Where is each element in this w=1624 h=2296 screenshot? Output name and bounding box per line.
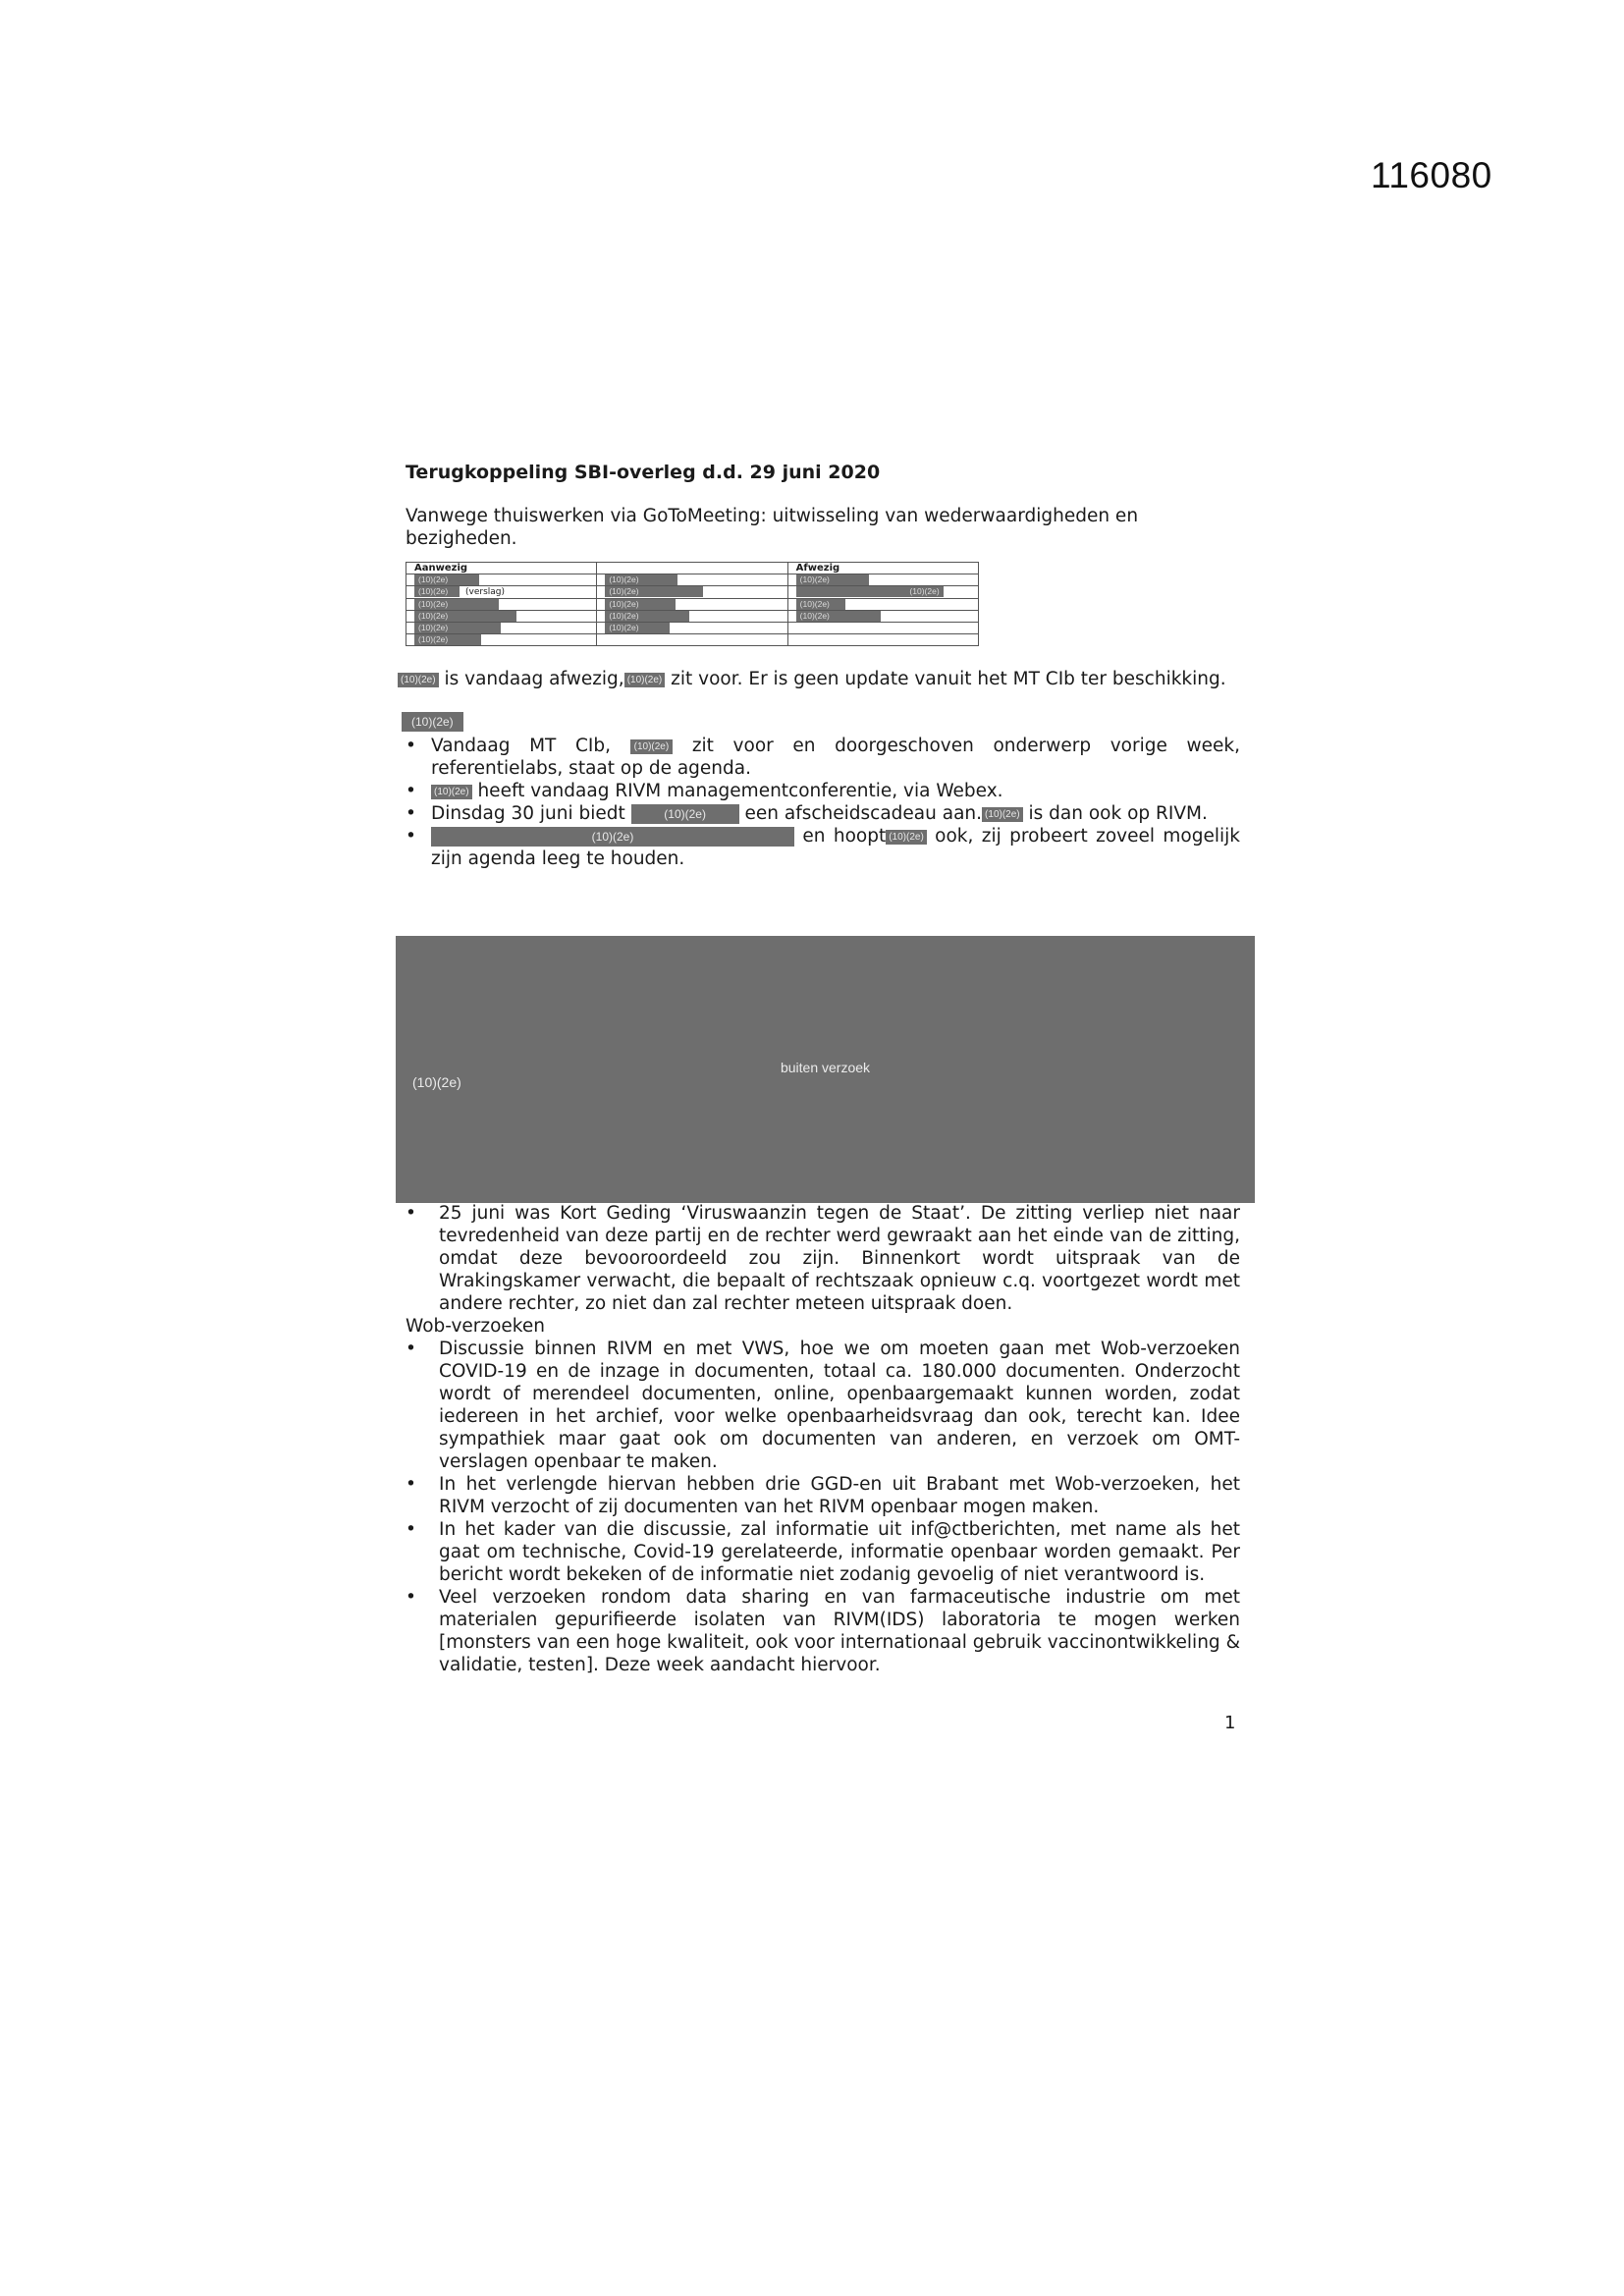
redaction-code: (10)(2e) (412, 1074, 461, 1090)
verslag-note: (verslag) (465, 587, 506, 597)
list-item: • (10)(2e) heeft vandaag RIVM managementconferentie, via Webex. (406, 780, 1240, 802)
court-list (406, 1202, 1240, 1315)
redaction: (10)(2e) (796, 611, 881, 622)
section-label (402, 710, 1240, 733)
redaction: (10)(2e) (605, 623, 670, 633)
page-number: 1 (1224, 1713, 1236, 1733)
absent-header: Afwezig (795, 563, 840, 574)
update-list (406, 735, 1240, 870)
present-header-cell (406, 563, 597, 574)
wob-heading: Wob-verzoeken (406, 1316, 545, 1337)
document-title: Terugkoppeling SBI-overleg d.d. 29 juni 2020 (406, 462, 881, 483)
absent-header-cell (787, 563, 978, 574)
list-item: • Veel verzoeken rondom data sharing en van farmaceutische industrie om met materialen gepurifieerde isolaten van RIVM(IDS) laboratoria te mogen werken [monsters van een hoge kwaliteit, ook voor internationaal gebruik vaccinontwikkeling & validatie, testen]. Deze week aandacht hiervoor. (406, 1586, 1240, 1676)
redaction: (10)(2e) (398, 673, 439, 687)
redaction: (10)(2e) (605, 586, 703, 597)
attendance-table (406, 562, 979, 646)
redaction: (10)(2e) (414, 574, 479, 585)
redaction: (10)(2e) (605, 599, 676, 610)
redaction: (10)(2e) (431, 827, 794, 847)
document-number: 116080 (1371, 155, 1492, 195)
redaction: (10)(2e) (402, 712, 463, 732)
redaction: (10)(2e) (605, 574, 677, 585)
para-text: is vandaag afwezig, (438, 669, 624, 689)
wob-list (406, 1338, 1240, 1676)
list-item: • In het verlengde hiervan hebben drie GGD-en uit Brabant met Wob-verzoeken, het RIVM verzocht of zij documenten van het RIVM openbaar mogen maken. (406, 1473, 1240, 1518)
redaction: (10)(2e) (414, 634, 481, 645)
list-item: • In het kader van die discussie, zal informatie uit inf@ctberichten, met name als het gaat om technische, Covid-19 gerelateerde, informatie openbaar worden gemaakt. Per bericht wordt bekeken of de informatie niet zodanig gevoelig of niet verantwoord is. (406, 1518, 1240, 1586)
redacted-block (396, 936, 1255, 1203)
redaction: (10)(2e) (796, 599, 845, 610)
redaction: (10)(2e) (414, 586, 460, 597)
list-item: • 25 juni was Kort Geding ‘Viruswaanzin tegen de Staat’. De zitting verliep niet naar tevredenheid van deze partij en de rechter werd gewraakt aan het einde van de zitting, omdat deze bevooroordeeld zou zijn. Binnenkort wordt uitspraak van de Wrakingskamer verwacht, die bepaalt of rechtszaak opnieuw c.q. voortgezet wordt met andere rechter, zo niet dan zal rechter meteen uitspraak doen. (406, 1202, 1240, 1315)
list-item: • Discussie binnen RIVM en met VWS, hoe we om moeten gaan met Wob-verzoeken COVID-19 en de inzage in documenten, totaal ca. 180.000 documenten. Onderzocht wordt of merendeel documenten, online, openbaargemaakt kunnen worden, zodat iedereen in het archief, voor welke openbaarheidsvraag dan ook, terecht kan. Idee sympathiek maar gaat ook om documenten van anderen, en verzoek om OMT-verslagen openbaar te maken. (406, 1338, 1240, 1473)
redaction: (10)(2e) (886, 830, 927, 845)
redaction: (10)(2e) (796, 574, 869, 585)
redaction: (10)(2e) (414, 599, 499, 610)
lower-body (406, 1202, 1240, 1676)
redaction: (10)(2e) (605, 611, 689, 622)
redaction: (10)(2e) (631, 804, 739, 824)
present-header: Aanwezig (414, 563, 468, 574)
absence-paragraph (398, 668, 1240, 690)
document-body (401, 462, 1240, 870)
redaction: (10)(2e) (630, 739, 674, 754)
redaction: (10)(2e) (414, 611, 516, 622)
list-item: • (10)(2e) en hoopt (10)(2e) ook, zij probeert zoveel mogelijk zijn agenda leeg te houden. (406, 825, 1240, 870)
redaction-reason: buiten verzoek (780, 1060, 871, 1075)
redaction: (10)(2e) (414, 623, 501, 633)
redaction: (10)(2e) (982, 807, 1023, 822)
intro-text: Vanwege thuiswerken via GoToMeeting: uitwisseling van wederwaardigheden en bezigheden. (406, 506, 1139, 549)
list-item: • Dinsdag 30 juni biedt (10)(2e) een afscheidscadeau aan. (10)(2e) is dan ook op RIVM. (406, 802, 1240, 825)
redaction: (10)(2e) (431, 785, 472, 799)
list-item: • Vandaag MT CIb, (10)(2e) zit voor en doorgeschoven onderwerp vorige week, referentielabs, staat op de agenda. (406, 735, 1240, 780)
redaction: (10)(2e) (796, 586, 944, 597)
redaction: (10)(2e) (624, 673, 666, 687)
para-text: zit voor. Er is geen update vanuit het MT CIb ter beschikking. (665, 669, 1226, 689)
